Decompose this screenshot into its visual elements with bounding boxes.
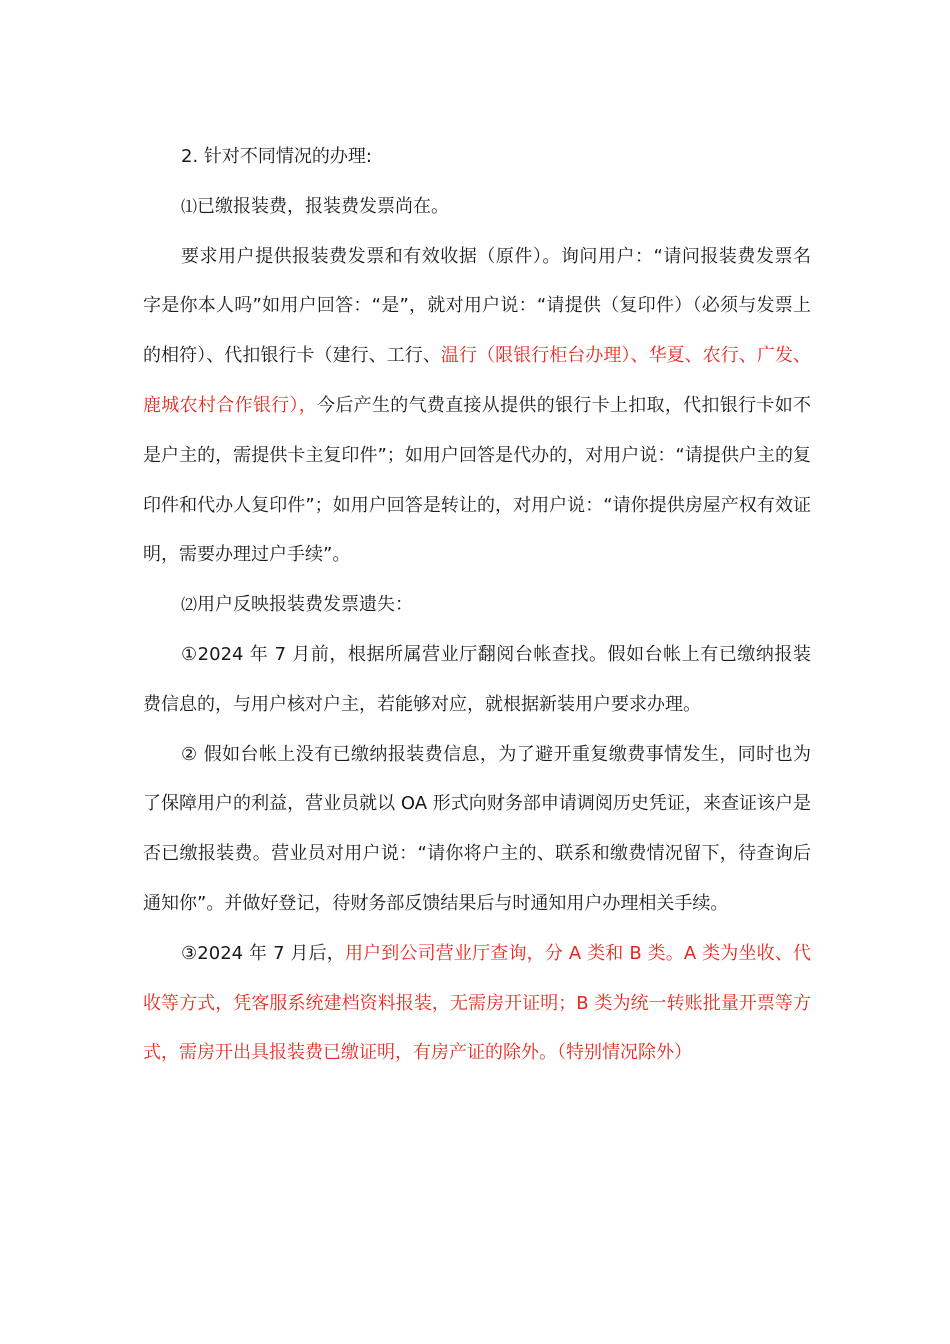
case-1-paragraph-part-b: 今后产生的气费直接从提供的银行卡上扣取，代扣银行卡如不是户主的，需提供卡主复印件”；如用户回答是代办的，对用户说：“请提供户主的复印件和代办人复印件”；如用户回答是转让的，对用户说：“请你提供房屋产权有效证明，需要办理过户手续”。 bbox=[143, 394, 812, 566]
case-2-text: 用户反映报装费发票遗失： bbox=[197, 594, 414, 616]
case-2-heading bbox=[143, 580, 811, 630]
item-3-text: ③2024 年 7 月后， bbox=[181, 942, 345, 964]
case-1-heading bbox=[143, 182, 811, 232]
case-2-number: ⑵ bbox=[181, 595, 198, 615]
case-1-number: ⑴ bbox=[181, 196, 198, 216]
item-2-text: ② 假如台帐上没有已缴纳报装费信息，为了避开重复缴费事情发生，同时也为了保障用户的利益，营业员就以 OA 形式向财务部申请调阅历史凭证，来查证该户是否已缴报装费。营业员对用户说：“请你将户主的、联系和缴费情况留下，待查询后通知你”。并做好登记，待财务部反馈结果后与时通知用户办理相关手续。 bbox=[143, 743, 811, 914]
item-3-paragraph bbox=[143, 929, 811, 1078]
case-1-paragraph-highlight: 温行（限银行柜台办理）、华夏、农行、广发、鹿城农村合作银行）， bbox=[143, 345, 812, 416]
case-1-paragraph-part-a: 要求用户提供报装费发票和有效收据（原件）。询问用户：“请问报装费发票名字是你本人吗”如用户回答：“是”，就对用户说：“请提供（复印件）（必须与发票上的相符）、代扣银行卡（建行、工行、 bbox=[143, 245, 811, 367]
section-heading bbox=[143, 132, 811, 182]
item-1-text: ①2024 年 7 月前，根据所属营业厅翻阅台帐查找。假如台帐上有已缴纳报装费信息的，与用户核对户主，若能够对应，就根据新装用户要求办理。 bbox=[143, 643, 811, 715]
case-1-paragraph bbox=[143, 232, 811, 581]
item-1-paragraph bbox=[143, 630, 811, 730]
section-heading-text: 2. 针对不同情况的办理: bbox=[181, 146, 372, 167]
item-3-highlight: 用户到公司营业厅查询，分 A 类和 B 类。A 类为坐收、代收等方式，凭客服系统建档资料报装，无需房开证明；B 类为统一转账批量开票等方式，需房开出具报装费已缴证明，有房产证的除外。（特别情况除外） bbox=[143, 942, 811, 1064]
case-1-text: 已缴报装费，报装费发票尚在。 bbox=[197, 195, 450, 217]
document-body bbox=[143, 132, 811, 1078]
item-2-paragraph bbox=[143, 730, 811, 929]
